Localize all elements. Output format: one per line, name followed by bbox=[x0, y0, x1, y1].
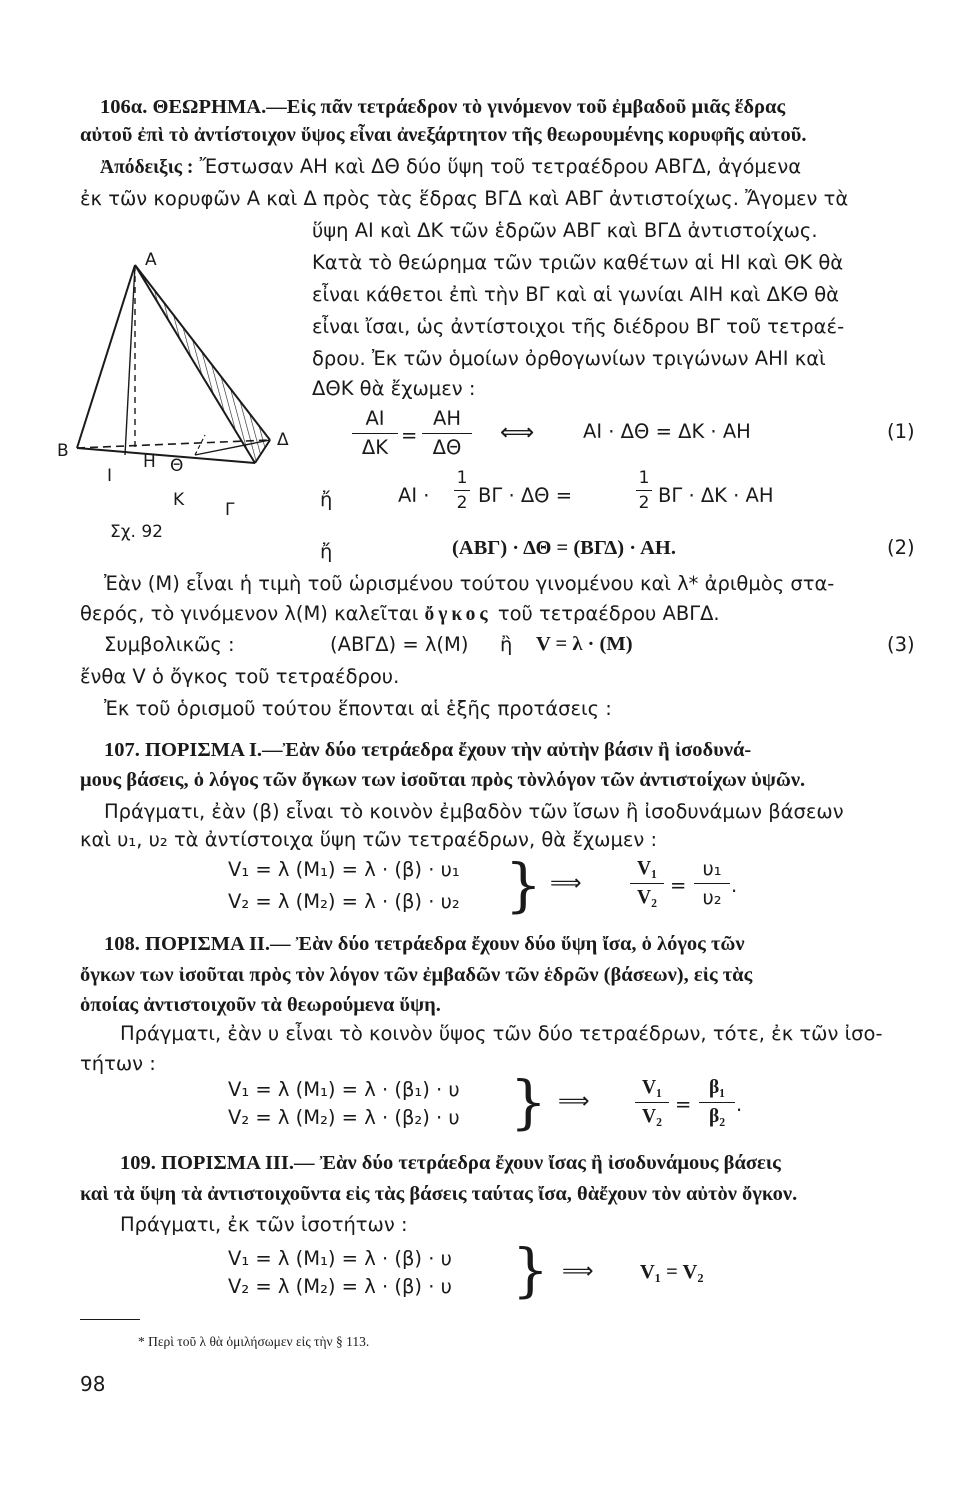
proof-line-1 bbox=[100, 155, 801, 180]
p109-eq-1: V₁ = λ (Μ₁) = λ · (β) · υ bbox=[228, 1247, 452, 1270]
p108-frac-V-den: V₂ bbox=[642, 1106, 662, 1127]
proof-line-7: δρου. Ἐκ τῶν ὁμοίων ὀρθογωνίων τριγώνων ΑΗΙ καὶ bbox=[312, 347, 826, 370]
footnote-rule bbox=[80, 1319, 140, 1320]
p107-heading-1: 107. ΠΟΡΙΣΜΑ Ι.—Ἐὰν δύο τετράεδρα ἔχουν τὴν αὐτὴν βάσιν ἢ ἰσοδυνά- bbox=[104, 739, 752, 761]
label-D: Δ bbox=[277, 430, 289, 450]
frac-num-1: ΑΙ bbox=[365, 407, 385, 430]
label-K: Κ bbox=[173, 490, 185, 510]
half-frac-left-num: 1 bbox=[456, 468, 468, 488]
p107-eq-1: V₁ = λ (Μ₁) = λ · (β) · υ₁ bbox=[228, 858, 460, 881]
proof-line-8: ΔΘΚ θὰ ἔχωμεν : bbox=[312, 377, 476, 400]
half-frac-left bbox=[454, 468, 470, 513]
symbolic-expr: (ΑΒΓΔ) = λ(Μ) bbox=[330, 633, 469, 656]
theorem-heading: 106α. ΘΕΩΡΗΜΑ.—Εἰς πᾶν τετράεδρον τὸ γινόμενον τοῦ ἐμβαδοῦ μιᾶς ἕδρας bbox=[100, 96, 786, 118]
symbolic-bold: V = λ · (M) bbox=[536, 633, 633, 655]
p108-text-1: Πράγματι, ἐὰν υ εἶναι τὸ κοινὸν ὕψος τῶν δύο τετραέδρων, τότε, ἐκ τῶν ἰσο- bbox=[120, 1022, 883, 1045]
p107-frac-V-num: V₁ bbox=[637, 858, 657, 879]
half-frac-right bbox=[636, 468, 652, 513]
frac-num-2: ΑΗ bbox=[432, 407, 461, 430]
footnote: * Περὶ τοῦ λ θὰ ὁμιλήσωμεν εἰς τὴν § 113. bbox=[138, 1334, 370, 1349]
proof-line-6: εἶναι ἴσαι, ὡς ἀντίστοιχοι τῆς διέδρου ΒΓ τοῦ τετραέ- bbox=[312, 315, 845, 338]
half-frac-right-num: 1 bbox=[638, 468, 650, 488]
p109-brace: } bbox=[512, 1236, 549, 1304]
or-2: ἤ bbox=[320, 540, 333, 563]
p109-heading-2: καὶ τὰ ὕψη τὰ ἀντιστοιχοῦντα εἰς τὰς βάσεις ταύτας ἴσα, θὰἔχουν τὸν αὐτὸν ὄγκον. bbox=[80, 1183, 798, 1205]
eq2-expr: (ΑΒΓ) · ΔΘ = (ΒΓΔ) · ΑΗ. bbox=[452, 537, 676, 559]
p109-text-1: Πράγματι, ἐκ τῶν ἰσοτήτων : bbox=[120, 1213, 408, 1236]
p109-eq-2: V₂ = λ (Μ₂) = λ · (β) · υ bbox=[228, 1275, 452, 1298]
volume-line-5: Ἐκ τοῦ ὁρισμοῦ τούτου ἕπονται αἱ ἑξῆς προτάσεις : bbox=[104, 697, 612, 720]
p108-frac-V-num: V₁ bbox=[642, 1077, 662, 1098]
eq1-tag: (1) bbox=[887, 420, 915, 443]
p107-dot: . bbox=[731, 874, 738, 897]
figure-caption: Σχ. 92 bbox=[110, 522, 164, 542]
volume-term: ὄγκος bbox=[424, 604, 492, 625]
proof-label: Ἀπόδειξις : bbox=[100, 157, 194, 178]
symbolic-label: Συμβολικῶς : bbox=[104, 633, 235, 656]
edge-AD bbox=[135, 265, 270, 440]
p108-heading-1: 108. ΠΟΡΙΣΜΑ ΙΙ.— Ἐὰν δύο τετράεδρα ἔχουν δύο ὕψη ἴσα, ὁ λόγος τῶν bbox=[104, 933, 745, 955]
p109-arrow: ⟹ bbox=[562, 1259, 594, 1284]
edge-BG bbox=[77, 448, 255, 463]
p108-brace: } bbox=[510, 1068, 547, 1136]
p108-heading-3: ὁποίας ἀντιστοιχοῦν τὰ θεωρούμενα ὕψη. bbox=[80, 994, 441, 1016]
frac-den-1: ΔΚ bbox=[361, 436, 389, 459]
half-eq-c: ΒΓ · ΔΚ · ΑΗ bbox=[658, 484, 774, 507]
half-frac-left-den: 2 bbox=[456, 493, 468, 513]
label-G: Γ bbox=[225, 500, 235, 520]
volume-line-1: Ἐὰν (Μ) εἶναι ἡ τιμὴ τοῦ ὡρισμένου τούτου γινομένου καὶ λ* ἀριθμὸς στα- bbox=[104, 572, 835, 595]
p107-frac-u bbox=[694, 857, 730, 910]
p107-eq-2: V₂ = λ (Μ₂) = λ · (β) · υ₂ bbox=[228, 890, 460, 913]
p108-frac-b-num: β₁ bbox=[708, 1077, 726, 1098]
p108-frac-b-den: β₂ bbox=[708, 1106, 726, 1127]
volume-line-2a: θερός, τὸ γινόμενον λ(Μ) καλεῖται bbox=[80, 602, 419, 625]
p107-text-1: Πράγματι, ἐὰν (β) εἶναι τὸ κοινὸν ἐμβαδὸν τῶν ἴσων ἢ ἰσοδυνάμων βάσεων bbox=[104, 800, 844, 823]
p108-arrow: ⟹ bbox=[558, 1089, 590, 1114]
p108-frac-eq: = bbox=[675, 1093, 692, 1116]
half-eq-b: ΒΓ · ΔΘ = bbox=[478, 484, 573, 507]
volume-line-2c: τοῦ τετραέδρου ΑΒΓΔ. bbox=[497, 602, 720, 625]
p107-heading-2: μους βάσεις, ὁ λόγος τῶν ὄγκων των ἰσοῦται πρὸς τὸνλόγον τῶν ἀντιστοίχων ὑψῶν. bbox=[80, 769, 806, 791]
p109-heading-1: 109. ΠΟΡΙΣΜΑ ΙΙΙ.— Ἐὰν δύο τετράεδρα ἔχουν ἴσας ἢ ἰσοδυνάμους βάσεις bbox=[120, 1152, 781, 1174]
page-number: 98 bbox=[80, 1372, 106, 1396]
frac-den-2: ΔΘ bbox=[432, 436, 462, 459]
half-eq-a: ΑΙ · bbox=[398, 484, 430, 507]
volume-line-4: ἔνθα V ὁ ὄγκος τοῦ τετραέδρου. bbox=[80, 665, 400, 688]
p107-frac-V bbox=[630, 857, 664, 910]
label-A: Α bbox=[145, 250, 157, 270]
p107-frac-V-den: V₂ bbox=[637, 887, 657, 908]
theorem-heading-cont: αὐτοῦ ἐπὶ τὸ ἀντίστοιχον ὕψος εἶναι ἀνεξάρτητον τῆς θεωρουμένης κορυφῆς αὐτοῦ. bbox=[80, 124, 807, 146]
eq2-tag: (2) bbox=[887, 536, 915, 559]
p107-brace: } bbox=[505, 851, 542, 919]
equivalence-arrow: ⟺ bbox=[500, 418, 535, 446]
edge-AG bbox=[135, 265, 255, 463]
proof-line-4: Κατὰ τὸ θεώρημα τῶν τριῶν καθέτων αἱ ΗΙ καὶ ΘΚ θὰ bbox=[312, 251, 844, 274]
frac-AH-DTH bbox=[422, 407, 472, 460]
eq1-equals: = bbox=[401, 424, 418, 447]
proof-line-3: ὕψη ΑΙ καὶ ΔΚ τῶν ἑδρῶν ΑΒΓ καὶ ΒΓΔ ἀντιστοίχως. bbox=[312, 219, 818, 242]
p107-arrow: ⟹ bbox=[550, 871, 582, 896]
p108-text-2: τήτων : bbox=[80, 1052, 156, 1075]
p109-result: V₁ = V₂ bbox=[640, 1261, 704, 1283]
eq1-rhs: ΑΙ · ΔΘ = ΔΚ · ΑΗ bbox=[583, 420, 751, 443]
volume-line-2 bbox=[80, 602, 720, 627]
label-TH: Θ bbox=[170, 456, 184, 476]
p108-heading-2: ὄγκων των ἰσοῦται πρὸς τὸν λόγον τῶν ἐμβαδῶν τῶν ἑδρῶν (βάσεων), εἰς τὰς bbox=[80, 964, 753, 986]
or-1: ἤ bbox=[320, 488, 333, 511]
p108-frac-V bbox=[635, 1076, 669, 1129]
symbolic-tag: (3) bbox=[887, 633, 915, 656]
label-I: Ι bbox=[107, 466, 113, 486]
p107-frac-u-num: υ₁ bbox=[702, 857, 722, 880]
label-H: Η bbox=[143, 452, 156, 472]
proof-line-5: εἶναι κάθετοι ἐπὶ τὴν ΒΓ καὶ αἱ γωνίαι ΑΙΗ καὶ ΔΚΘ θὰ bbox=[312, 283, 840, 306]
p108-dot: . bbox=[736, 1093, 743, 1116]
p107-text-2: καὶ υ₁, υ₂ τὰ ἀντίστοιχα ὕψη τῶν τετραέδρων, θὰ ἔχωμεν : bbox=[80, 828, 658, 851]
p108-frac-b bbox=[699, 1076, 735, 1129]
p108-eq-1: V₁ = λ (Μ₁) = λ · (β₁) · υ bbox=[228, 1078, 460, 1101]
proof-line-2: ἐκ τῶν κορυφῶν Α καὶ Δ πρὸς τὰς ἕδρας ΒΓΔ καὶ ΑΒΓ ἀντιστοίχως. Ἄγομεν τὰ bbox=[80, 187, 849, 210]
label-B: Β bbox=[57, 441, 69, 461]
half-frac-right-den: 2 bbox=[638, 493, 650, 513]
tetrahedron-figure bbox=[55, 245, 305, 545]
p107-frac-u-den: υ₂ bbox=[702, 886, 722, 909]
symbolic-or: ἢ bbox=[500, 633, 513, 656]
p108-eq-2: V₂ = λ (Μ₂) = λ · (β₂) · υ bbox=[228, 1106, 460, 1129]
p107-frac-eq: = bbox=[670, 874, 687, 897]
proof-text-1: Ἔστωσαν ΑΗ καὶ ΔΘ δύο ὕψη τοῦ τετραέδρου ΑΒΓΔ, ἀγόμενα bbox=[199, 155, 802, 178]
frac-AI-DK bbox=[352, 407, 398, 460]
hatched-face bbox=[135, 265, 270, 463]
segment-KTH bbox=[195, 435, 205, 455]
